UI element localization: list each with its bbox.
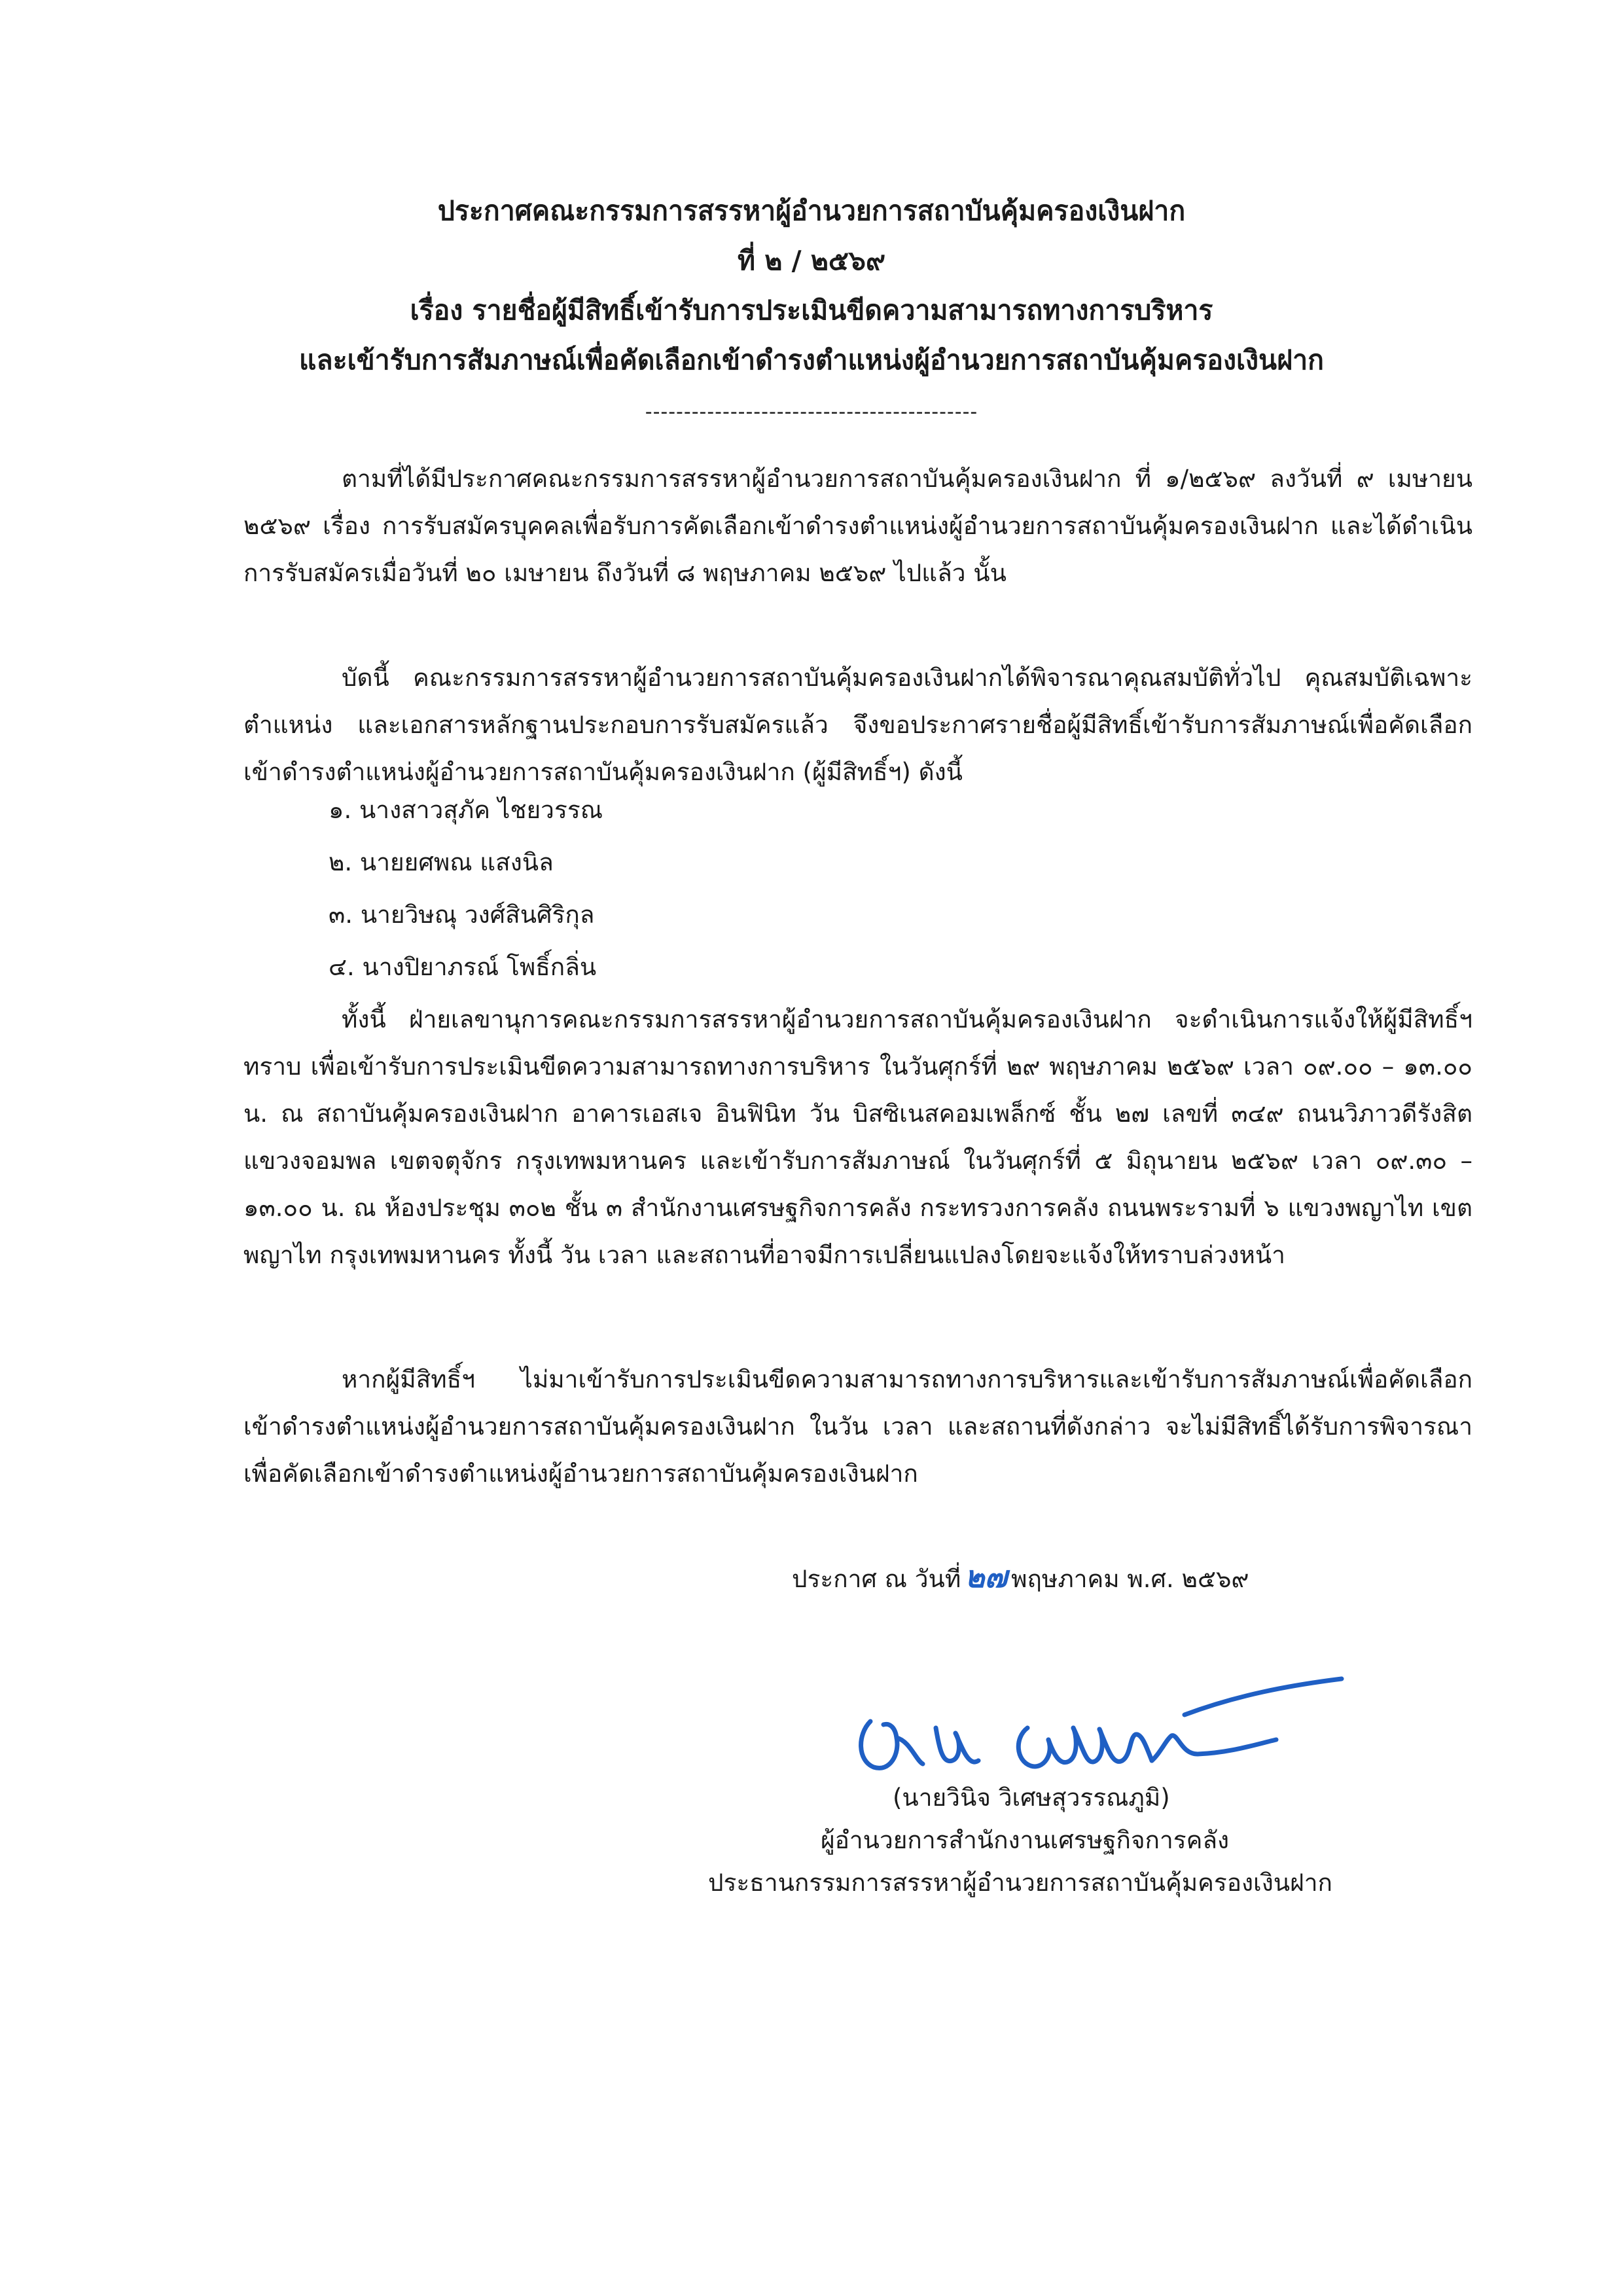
subject-line-1: เรื่อง รายชื่อผู้มีสิทธิ์เข้ารับการประเมินขีดความสามารถทางการบริหาร xyxy=(410,295,1213,326)
paragraph-announcement-text: บัดนี้ คณะกรรมการสรรหาผู้อำนวยการสถาบันคุ้มครองเงินฝากได้พิจารณาคุณสมบัติทั่วไป คุณสมบัติเฉพาะตำแหน่ง และเอกสารหลักฐานประกอบการรับสมัครแล้ว จึงขอประกาศรายชื่อผู้มีสิทธิ์เข้ารับการสัมภาษณ์เพื่อคัดเลือกเข้าดำรงตำแหน่งผู้อำนวยการสถาบันคุ้มครองเงินฝาก (ผู้มีสิทธิ์ฯ) ดังนี้ xyxy=(243,664,1472,786)
paragraph-schedule xyxy=(243,996,1472,1279)
signatory-position-1: ผู้อำนวยการสำนักงานเศรษฐกิจการคลัง xyxy=(821,1826,1230,1854)
paragraph-schedule-text: ทั้งนี้ ฝ่ายเลขานุการคณะกรรมการสรรหาผู้อำนวยการสถาบันคุ้มครองเงินฝาก จะดำเนินการแจ้งให้ผู้มีสิทธิ์ฯ ทราบ เพื่อเข้ารับการประเมินขีดความสามารถทางการบริหาร ในวันศุกร์ที่ ๒๙ พฤษภาคม ๒๕๖๙ เวลา ๐๙.๐๐ – ๑๓.๐๐ น. ณ สถาบันคุ้มครองเงินฝาก อาคารเอสเจ อินฟินิท วัน บิสซิเนสคอมเพล็กซ์ ชั้น ๒๗ เลขที่ ๓๔๙ ถนนวิภาวดีรังสิต แขวงจอมพล เขตจตุจักร กรุงเทพมหานคร และเข้ารับการสัมภาษณ์ ในวันศุกร์ที่ ๕ มิถุนายน ๒๕๖๙ เวลา ๐๙.๓๐ – ๑๓.๐๐ น. ณ ห้องประชุม ๓๐๒ ชั้น ๓ สำนักงานเศรษฐกิจการคลัง กระทรวงการคลัง ถนนพระรามที่ ๖ แขวงพญาไท เขตพญาไท กรุงเทพมหานคร ทั้งนี้ วัน เวลา และสถานที่อาจมีการเปลี่ยนแปลงโดยจะแจ้งให้ทราบล่วงหน้า xyxy=(243,1005,1472,1269)
signatory-name: (นายวินิจ วิเศษสุวรรณภูมิ) xyxy=(893,1784,1170,1812)
list-item: ๒. นายยศพณ แสงนิล xyxy=(329,848,554,876)
header-divider: ------------------------------------------- xyxy=(645,401,978,423)
signatory-position-2: ประธานกรรมการสรรหาผู้อำนวยการสถาบันคุ้มครองเงินฝาก xyxy=(708,1869,1332,1897)
paragraph-announcement xyxy=(243,655,1472,796)
list-item: ๑. นางสาวสุภัค ไชยวรรณ xyxy=(329,796,603,824)
handwritten-day: ๒๗ xyxy=(965,1559,1008,1594)
announcement-number: ที่ ๒ / ๒๕๖๙ xyxy=(738,245,885,276)
subject-line-2: และเข้ารับการสัมภาษณ์เพื่อคัดเลือกเข้าดำรงตำแหน่งผู้อำนวยการสถาบันคุ้มครองเงินฝาก xyxy=(299,344,1324,376)
paragraph-background xyxy=(243,456,1472,597)
issue-date-prefix: ประกาศ ณ วันที่ xyxy=(792,1565,961,1593)
list-item: ๓. นายวิษณุ วงศ์สินศิริกุล xyxy=(329,901,595,929)
paragraph-condition xyxy=(243,1356,1472,1498)
paragraph-condition-text: หากผู้มีสิทธิ์ฯ ไม่มาเข้ารับการประเมินขีดความสามารถทางการบริหารและเข้ารับการสัมภาษณ์เพื่อคัดเลือกเข้าดำรงตำแหน่งผู้อำนวยการสถาบันคุ้มครองเงินฝาก ในวัน เวลา และสถานที่ดังกล่าว จะไม่มีสิทธิ์ได้รับการพิจารณาเพื่อคัดเลือกเข้าดำรงตำแหน่งผู้อำนวยการสถาบันคุ้มครองเงินฝาก xyxy=(243,1365,1472,1488)
issue-date-suffix: พฤษภาคม พ.ศ. ๒๕๖๙ xyxy=(1011,1565,1249,1593)
list-item: ๔. นางปิยาภรณ์ โพธิ์กลิ่น xyxy=(329,953,597,981)
issue-date xyxy=(792,1553,1249,1601)
handwritten-signature xyxy=(844,1662,1368,1793)
announcement-title: ประกาศคณะกรรมการสรรหาผู้อำนวยการสถาบันคุ้มครองเงินฝาก xyxy=(437,195,1186,226)
paragraph-background-text: ตามที่ได้มีประกาศคณะกรรมการสรรหาผู้อำนวยการสถาบันคุ้มครองเงินฝาก ที่ ๑/๒๕๖๙ ลงวันที่ ๙ เมษายน ๒๕๖๙ เรื่อง การรับสมัครบุคคลเพื่อรับการคัดเลือกเข้าดำรงตำแหน่งผู้อำนวยการสถาบันคุ้มครองเงินฝาก และได้ดำเนินการรับสมัครเมื่อวันที่ ๒๐ เมษายน ถึงวันที่ ๘ พฤษภาคม ๒๕๖๙ ไปแล้ว นั้น xyxy=(243,465,1472,587)
candidate-list xyxy=(329,784,603,994)
